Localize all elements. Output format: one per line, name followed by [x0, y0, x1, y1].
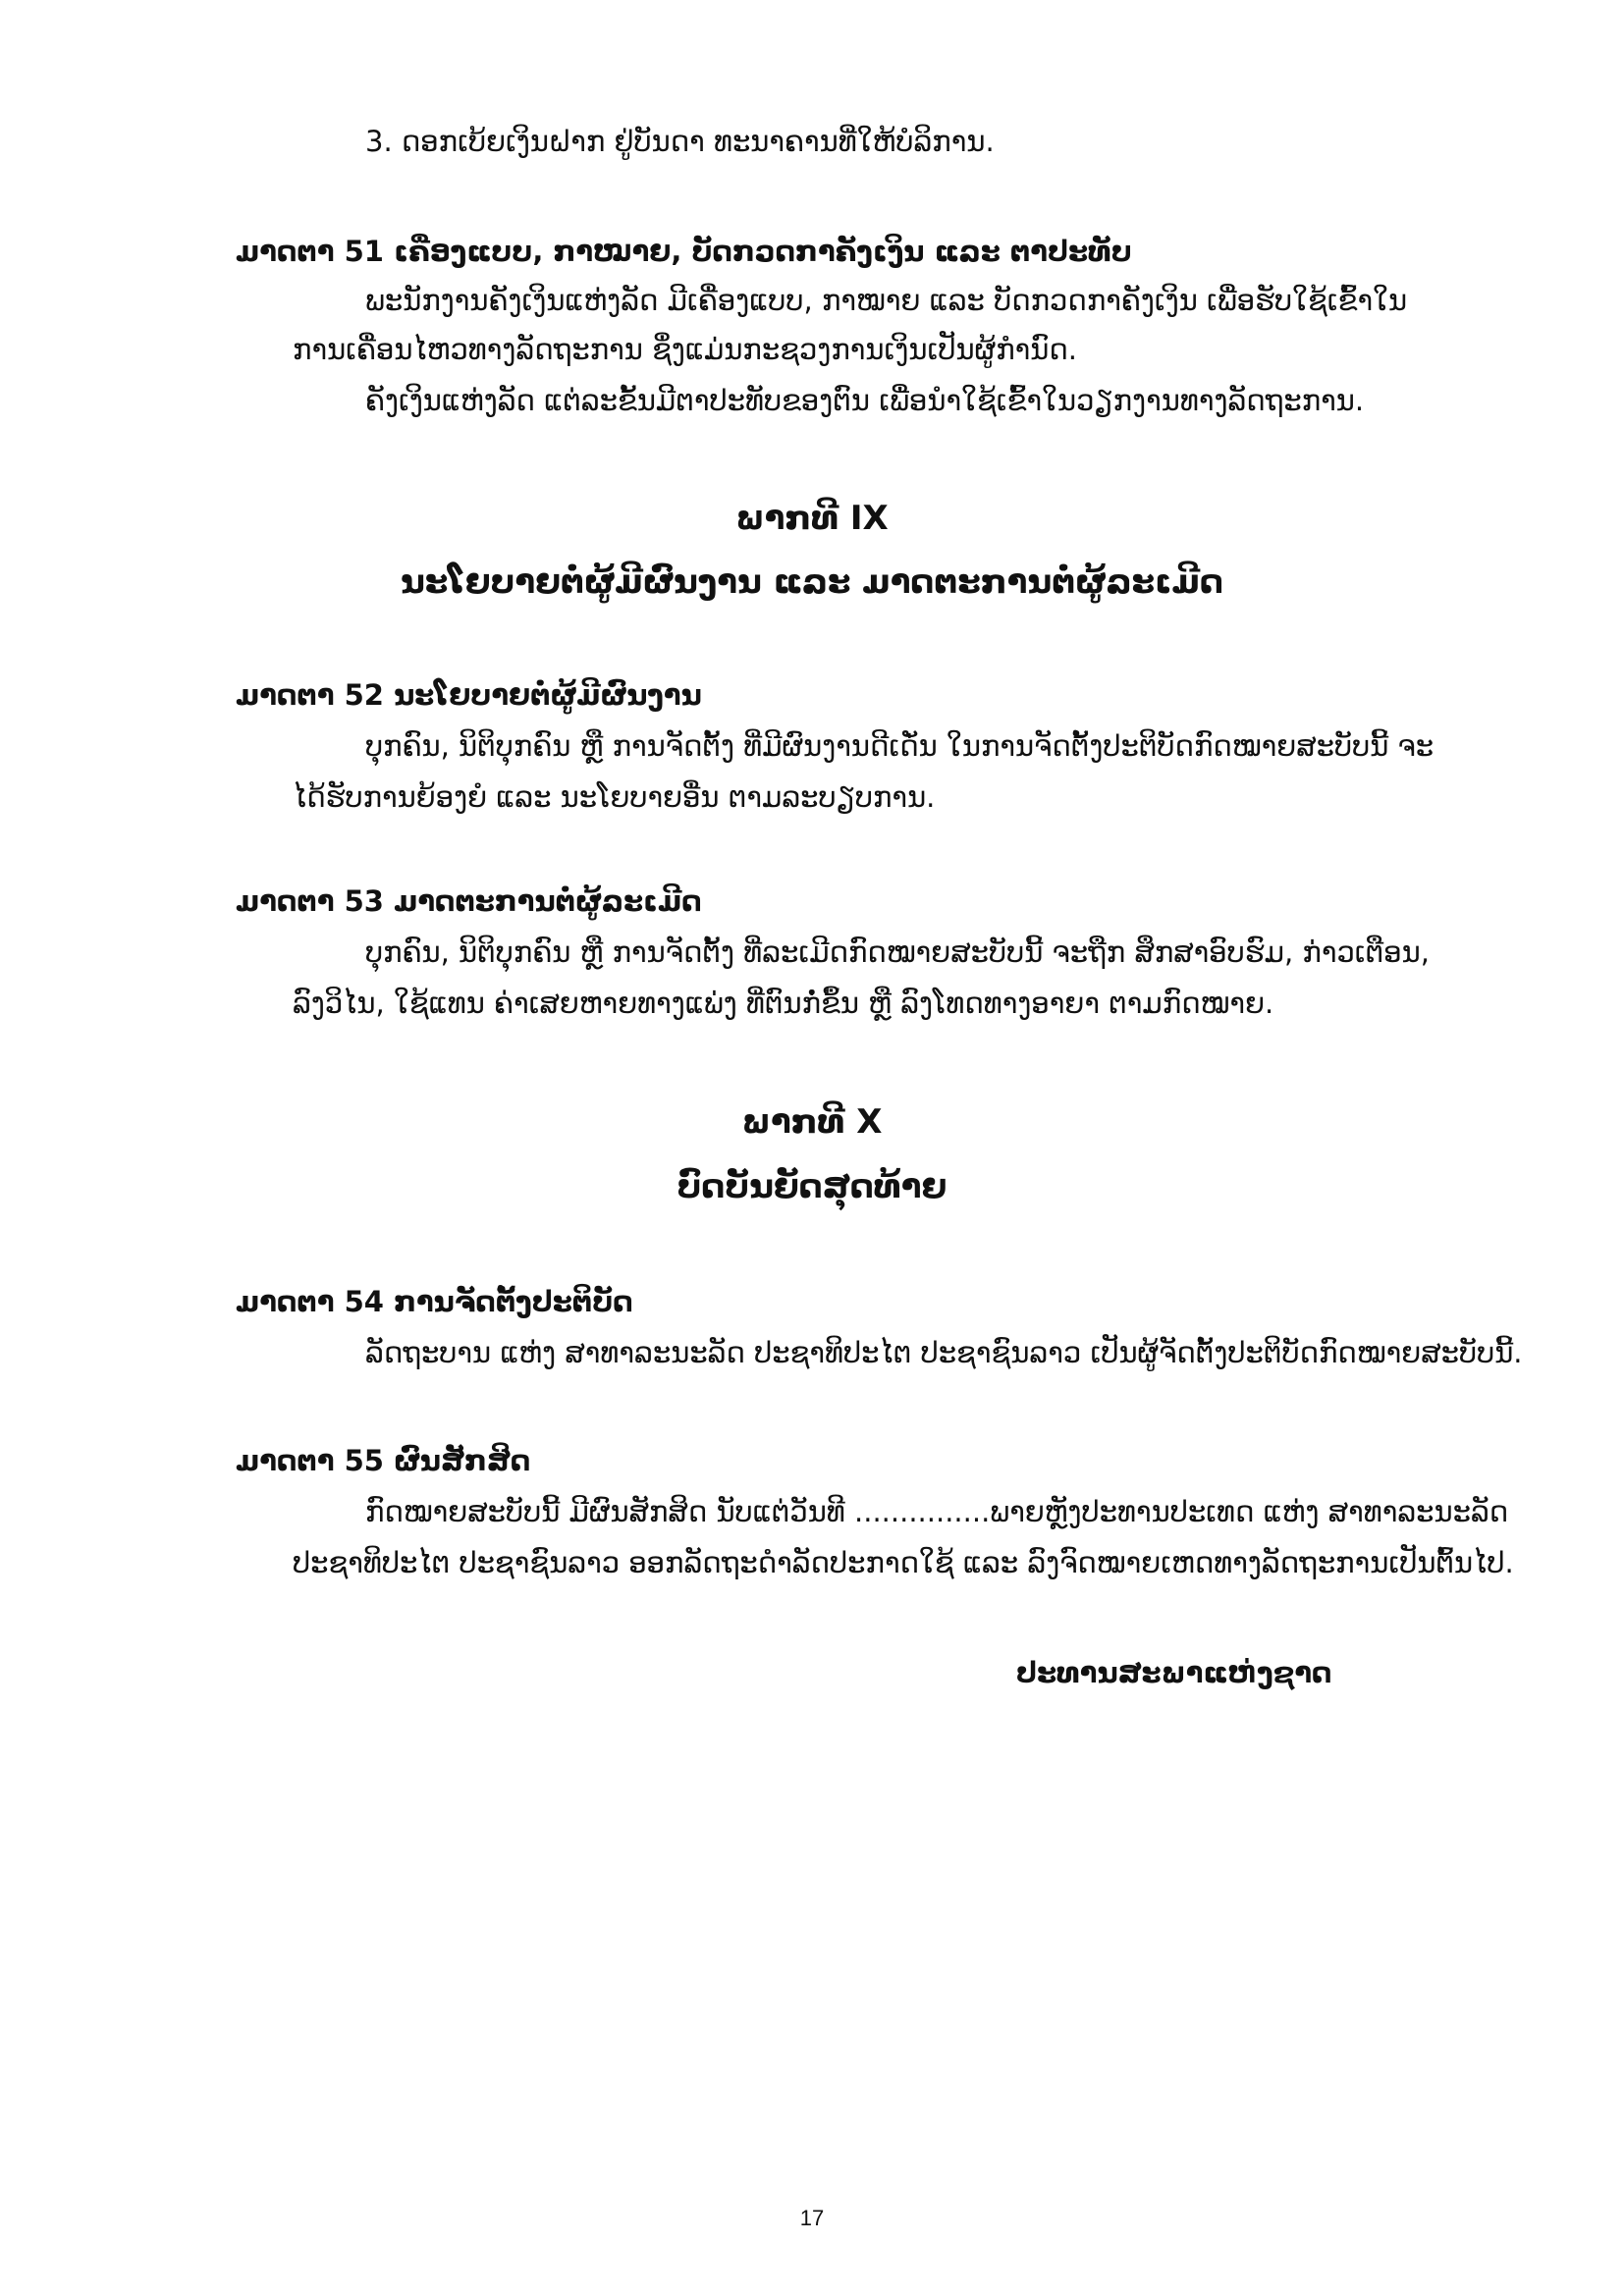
part-10-title: ພາກທີ X [741, 1102, 883, 1142]
article-53-line-2: ລົງວິໄນ, ໃຊ້ແທນ ຄ່າເສຍຫາຍທາງແພ່ງ ທີ່ຕົນກໍ່ຂຶ້ນ ຫຼື ລົງໂທດທາງອາຍາ ຕາມກົດໝາຍ. [293, 987, 1274, 1020]
article-55-line-2: ປະຊາທິປະໄຕ ປະຊາຊົນລາວ ອອກລັດຖະດຳລັດປະກາດໃຊ້ ແລະ ລົງຈົດໝາຍເຫດທາງລັດຖະການເປັນຕົ້ນໄປ. [293, 1546, 1514, 1579]
article-51-paragraph-2: ຄັງເງິນແຫ່ງລັດ ແຕ່ລະຂັ້ນມີຕາປະທັບຂອງຕົນ ເພື່ອນຳໃຊ້ເຂົ້າໃນວຽກງານທາງລັດຖະການ. [365, 384, 1365, 417]
article-53-heading: ມາດຕາ 53 ມາດຕະການຕໍ່ຜູ້ລະເມີດ [236, 884, 702, 918]
page-number: 17 [799, 2206, 825, 2230]
article-52-heading: ມາດຕາ 52 ນະໂຍບາຍຕໍ່ຜູ້ມີຜົນງານ [236, 678, 702, 712]
article-55-line-1: ກົດໝາຍສະບັບນີ້ ມີຜົນສັກສິດ ນັບແຕ່ວັນທີ ...............ພາຍຫຼັງປະທານປະເທດ ແຫ່ງ ສາທາລະນະລັດ [365, 1495, 1509, 1528]
article-51-paragraph-1-line-1: ພະນັກງານຄັງເງິນແຫ່ງລັດ ມີເຄື່ອງແບບ, ກາໝາຍ ແລະ ບັດກວດກາຄັງເງິນ ເພື່ອຮັບໃຊ້ເຂົ້າໃນ [365, 284, 1408, 317]
article-51-heading: ມາດຕາ 51 ເຄື່ອງແບບ, ກາໝາຍ, ບັດກວດກາຄັງເງິນ ແລະ ຕາປະທັບ [236, 235, 1132, 268]
article-52-line-2: ໄດ້ຮັບການຍ້ອງຍໍ ແລະ ນະໂຍບາຍອື່ນ ຕາມລະບຽບການ. [293, 780, 936, 814]
article-54-heading: ມາດຕາ 54 ການຈັດຕັ້ງປະຕິບັດ [236, 1285, 633, 1318]
article-54-line-1: ລັດຖະບານ ແຫ່ງ ສາທາລະນະລັດ ປະຊາທິປະໄຕ ປະຊາຊົນລາວ ເປັນຜູ້ຈັດຕັ້ງປະຕິບັດກົດໝາຍສະບັບນີ້. [365, 1336, 1523, 1369]
article-55-heading: ມາດຕາ 55 ຜົນສັກສິດ [236, 1444, 531, 1477]
signature-title: ປະທານສະພາແຫ່ງຊາດ [1016, 1656, 1332, 1689]
article-53-line-1: ບຸກຄົນ, ນິຕິບຸກຄົນ ຫຼື ການຈັດຕັ້ງ ທີ່ລະເມີດກົດໝາຍສະບັບນີ້ ຈະຖືກ ສຶກສາອົບຮົມ, ກ່າວເຕືອນ, [365, 935, 1430, 969]
part-9-subtitle: ນະໂຍບາຍຕໍ່ຜູ້ມີຜົນງານ ແລະ ມາດຕະການຕໍ່ຜູ້ລະເມີດ [401, 562, 1223, 602]
article-51-paragraph-1-line-2: ການເຄື່ອນໄຫວທາງລັດຖະການ ຊຶ່ງແມ່ນກະຊວງການເງິນເປັນຜູ້ກຳນົດ. [293, 333, 1078, 366]
part-9-title: ພາກທີ IX [735, 499, 889, 538]
part-10-subtitle: ບົດບັນຍັດສຸດທ້າຍ [677, 1167, 947, 1206]
article-52-line-1: ບຸກຄົນ, ນິຕິບຸກຄົນ ຫຼື ການຈັດຕັ້ງ ທີ່ມີຜົນງານດີເດັ່ນ ໃນການຈັດຕັ້ງປະຕິບັດກົດໝາຍສະບັບນີ້ ຈະ [365, 729, 1435, 763]
item-3: 3. ດອກເບ້ຍເງິນຝາກ ຢູ່ບັນດາ ທະນາຄານທີ່ໃຫ້ບໍລິການ. [365, 125, 995, 158]
